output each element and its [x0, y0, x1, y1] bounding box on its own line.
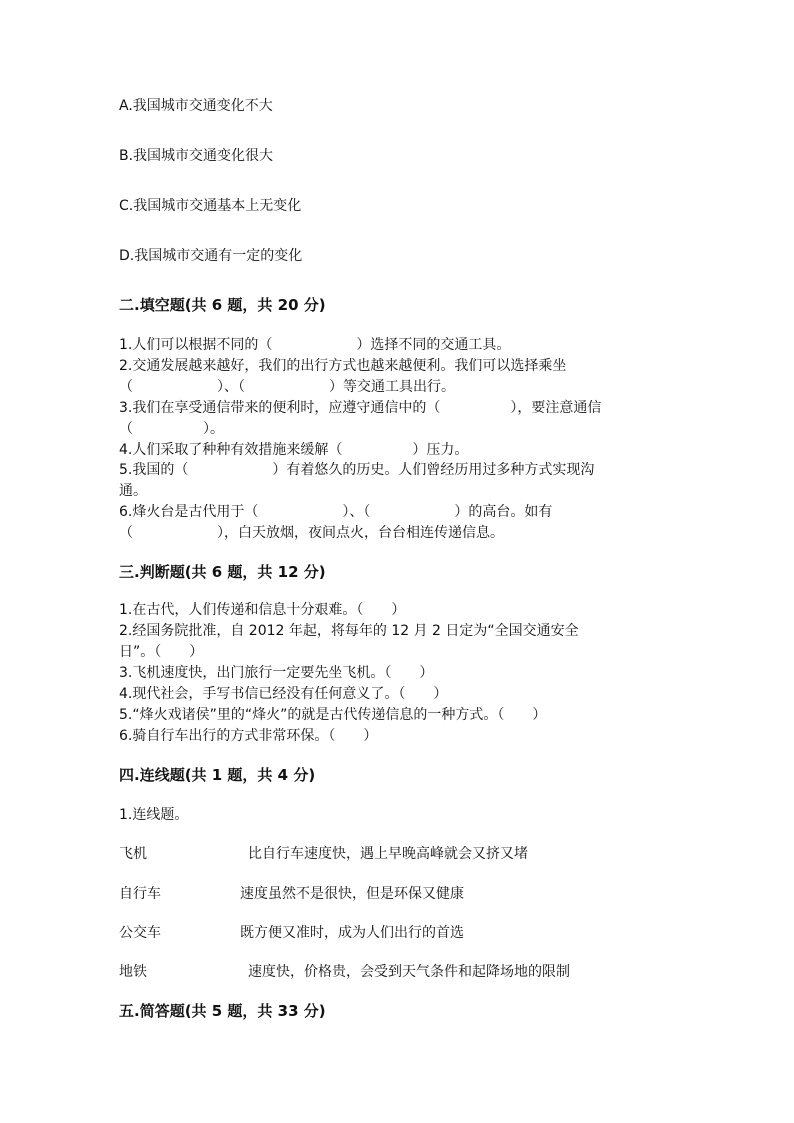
match-right-item: 速度虽然不是很快，但是环保又健康 [240, 886, 464, 902]
option-b: B.我国城市交通变化很大 [119, 148, 274, 164]
fill-line: （ ）。 [119, 421, 224, 437]
fill-line: （ ），白天放烟，夜间点火，台台相连传递信息。 [119, 525, 504, 541]
fill-line: 通。 [119, 483, 147, 499]
fill-line: 2.交通发展越来越好，我们的出行方式也越来越便利。我们可以选择乘坐 [119, 358, 567, 374]
fill-line: 1.人们可以根据不同的（ ）选择不同的交通工具。 [119, 337, 511, 353]
match-intro: 1.连线题。 [119, 807, 189, 823]
judge-line: 3.飞机速度快，出门旅行一定要先坐飞机。（ ） [119, 665, 434, 681]
option-a: A.我国城市交通变化不大 [119, 98, 273, 114]
section-title-short: 五.简答题(共 5 题，共 33 分) [119, 1002, 326, 1020]
match-left-item: 公交车 [119, 925, 161, 941]
section-title-fill: 二.填空题(共 6 题，共 20 分) [119, 296, 326, 314]
match-right-item: 速度快，价格贵，会受到天气条件和起降场地的限制 [248, 964, 570, 980]
match-left-item: 自行车 [119, 886, 161, 902]
fill-line: 6.烽火台是古代用于（ ）、（ ）的高台。如有 [119, 504, 553, 520]
fill-line: （ ）、（ ）等交通工具出行。 [119, 379, 455, 395]
judge-line: 5.“烽火戏诸侯”里的“烽火”的就是古代传递信息的一种方式。（ ） [119, 707, 547, 723]
match-right-item: 比自行车速度快，遇上早晚高峰就会又挤又堵 [248, 846, 528, 862]
fill-line: 4.人们采取了种种有效措施来缓解（ ）压力。 [119, 442, 469, 458]
section-title-judge: 三.判断题(共 6 题，共 12 分) [119, 563, 326, 581]
match-left-item: 飞机 [119, 846, 147, 862]
fill-line: 3.我们在享受通信带来的便利时，应遵守通信中的（ ），要注意通信 [119, 400, 602, 416]
match-right-item: 既方便又准时，成为人们出行的首选 [240, 925, 464, 941]
judge-line: 2.经国务院批准，自 2012 年起，将每年的 12 月 2 日定为“全国交通安全 [119, 623, 579, 639]
option-d: D.我国城市交通有一定的变化 [119, 248, 303, 264]
option-c: C.我国城市交通基本上无变化 [119, 198, 302, 214]
judge-line: 日”。（ ） [119, 644, 204, 660]
fill-line: 5.我国的（ ）有着悠久的历史。人们曾经历用过多种方式实现沟 [119, 462, 595, 478]
judge-line: 4.现代社会，手写书信已经没有任何意义了。（ ） [119, 686, 448, 702]
section-title-match: 四.连线题(共 1 题，共 4 分) [119, 766, 316, 784]
judge-line: 1.在古代，人们传递和信息十分艰难。（ ） [119, 602, 406, 618]
match-left-item: 地铁 [119, 964, 147, 980]
judge-line: 6.骑自行车出行的方式非常环保。（ ） [119, 728, 378, 744]
